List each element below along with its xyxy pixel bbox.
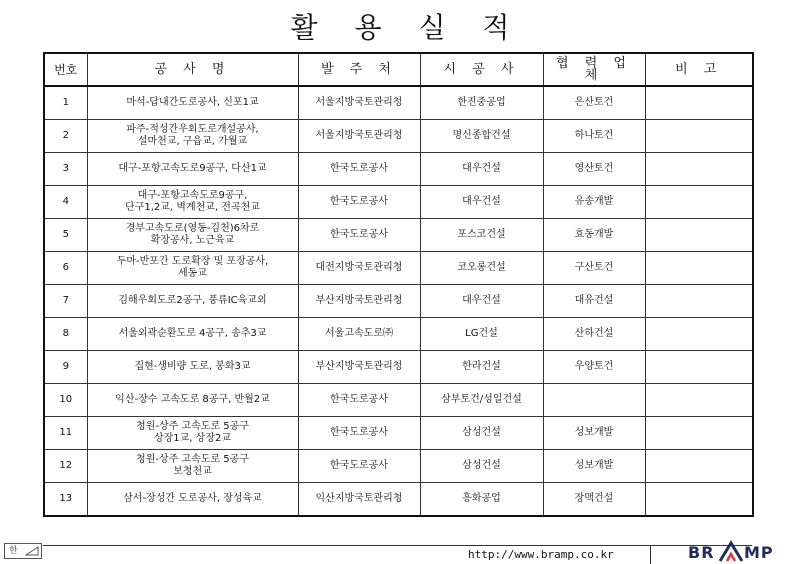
cell-project (87, 450, 298, 483)
table-row (44, 384, 753, 417)
project-line: 마석-답내간도로공사, 신포1교 (126, 97, 259, 108)
cell-project (87, 86, 298, 120)
url-divider (650, 545, 651, 564)
logo-text-left: BR (688, 543, 715, 562)
cell-note (645, 285, 753, 318)
project-line: 단구1,2교, 벽계천교, 전곡천교 (125, 202, 260, 213)
cell-client: 한국도로공사 (298, 384, 420, 417)
table-row (44, 417, 753, 450)
cell-note (645, 351, 753, 384)
cell-no: 10 (44, 384, 87, 417)
table-row (44, 285, 753, 318)
cell-client: 서울고속도로㈜ (298, 318, 420, 351)
cell-partner (543, 384, 645, 417)
cell-partner: 우양토건 (543, 351, 645, 384)
cell-client: 대전지방국토관리청 (298, 252, 420, 285)
cell-contractor: 삼성건설 (420, 417, 543, 450)
cell-note (645, 153, 753, 186)
project-line: 설마천교, 구읍교, 가월교 (137, 136, 248, 147)
project-line: 확장공사, 노근육교 (150, 235, 235, 246)
cell-no: 12 (44, 450, 87, 483)
cell-no: 7 (44, 285, 87, 318)
cell-client: 서울지방국토관리청 (298, 86, 420, 120)
cell-contractor: 한라건설 (420, 351, 543, 384)
cell-partner: 대유건설 (543, 285, 645, 318)
project-line: 삼서-장성간 도로공사, 장성육교 (123, 493, 262, 504)
cell-contractor: 대우건설 (420, 186, 543, 219)
cell-partner: 산하건설 (543, 318, 645, 351)
cell-no: 2 (44, 120, 87, 153)
cell-no: 13 (44, 483, 87, 517)
cell-client: 한국도로공사 (298, 153, 420, 186)
cell-partner: 효동개발 (543, 219, 645, 252)
page-corner-icon (25, 546, 39, 556)
company-url[interactable]: http://www.bramp.co.kr (468, 548, 614, 561)
cell-note (645, 219, 753, 252)
header-project: 공 사 명 (87, 53, 298, 86)
cell-contractor: 대우건설 (420, 285, 543, 318)
cell-partner: 유송개발 (543, 186, 645, 219)
cell-project (87, 186, 298, 219)
cell-client: 한국도로공사 (298, 219, 420, 252)
project-line: 세동교 (178, 268, 207, 279)
cell-note (645, 186, 753, 219)
cell-client: 서울지방국토관리청 (298, 120, 420, 153)
cell-note (645, 86, 753, 120)
cell-no: 11 (44, 417, 87, 450)
table-row (44, 351, 753, 384)
cell-project (87, 285, 298, 318)
table-row (44, 186, 753, 219)
header-contractor: 시 공 사 (420, 53, 543, 86)
header-no: 번호 (44, 53, 87, 86)
cell-partner: 성보개발 (543, 450, 645, 483)
cell-partner: 장맥건설 (543, 483, 645, 517)
cell-client: 익산지방국토관리청 (298, 483, 420, 517)
header-partner: 협 력 업 체 (543, 53, 645, 86)
cell-note (645, 483, 753, 517)
cell-project (87, 351, 298, 384)
corner-mark: 한 (9, 546, 18, 556)
table-row (44, 450, 753, 483)
table-header-row (44, 53, 753, 86)
company-logo (680, 540, 790, 562)
cell-note (645, 450, 753, 483)
project-line: 청원-상주 고속도로 5공구 (136, 421, 249, 432)
cell-contractor: 삼부토건/성일건설 (420, 384, 543, 417)
table-row (44, 252, 753, 285)
cell-partner: 은산토건 (543, 86, 645, 120)
cell-contractor: 삼성건설 (420, 450, 543, 483)
cell-note (645, 318, 753, 351)
project-line: 익산-장수 고속도로 8공구, 반월2교 (115, 394, 270, 405)
cell-project (87, 318, 298, 351)
cell-no: 9 (44, 351, 87, 384)
corner-icon (4, 543, 42, 559)
cell-contractor: LG건설 (420, 318, 543, 351)
project-line: 보청천교 (173, 466, 212, 477)
cell-partner: 영산토건 (543, 153, 645, 186)
table-row (44, 483, 753, 517)
cell-contractor: 한진중공업 (420, 86, 543, 120)
project-line: 집현-생비량 도로, 봉화3교 (134, 361, 251, 372)
cell-no: 8 (44, 318, 87, 351)
cell-client: 부산지방국토관리청 (298, 351, 420, 384)
cell-partner: 성보개발 (543, 417, 645, 450)
cell-contractor: 포스코건설 (420, 219, 543, 252)
cell-client: 한국도로공사 (298, 186, 420, 219)
cell-project (87, 219, 298, 252)
table-body (44, 86, 753, 516)
header-client: 발 주 처 (298, 53, 420, 86)
project-line: 서울외곽순환도로 4공구, 송추3교 (118, 328, 267, 339)
cell-client: 한국도로공사 (298, 450, 420, 483)
project-line: 두마-반포간 도로확장 및 포장공사, (116, 256, 269, 267)
project-line: 대구-포항고속도로9공구, (137, 190, 248, 201)
logo-arch-icon (718, 540, 744, 562)
cell-project (87, 483, 298, 517)
cell-note (645, 120, 753, 153)
cell-partner: 하나토건 (543, 120, 645, 153)
cell-contractor: 명신종합건설 (420, 120, 543, 153)
cell-no: 5 (44, 219, 87, 252)
table-row (44, 318, 753, 351)
cell-contractor: 대우건설 (420, 153, 543, 186)
cell-no: 1 (44, 86, 87, 120)
header-note: 비 고 (645, 53, 753, 86)
project-line: 상장1교, 상장2교 (153, 433, 232, 444)
project-line: 청원-상주 고속도로 5공구 (136, 454, 249, 465)
project-line: 경부고속도로(영동-김천)6차로 (125, 223, 260, 234)
footer-divider (43, 545, 752, 546)
cell-project (87, 153, 298, 186)
cell-client: 한국도로공사 (298, 417, 420, 450)
project-line: 파주-적성간우회도로개설공사, (126, 124, 259, 135)
cell-no: 6 (44, 252, 87, 285)
project-line: 김해우회도로2공구, 풍류IC육교외 (118, 295, 267, 306)
page-title: 활 용 실 적 (290, 11, 524, 44)
cell-project (87, 384, 298, 417)
cell-project (87, 417, 298, 450)
cell-contractor: 흥화공업 (420, 483, 543, 517)
cell-no: 3 (44, 153, 87, 186)
cell-project (87, 120, 298, 153)
logo-text-right: MP (744, 543, 774, 562)
cell-note (645, 252, 753, 285)
cell-note (645, 417, 753, 450)
cell-no: 4 (44, 186, 87, 219)
cell-note (645, 384, 753, 417)
cell-contractor: 코오롱건설 (420, 252, 543, 285)
cell-project (87, 252, 298, 285)
performance-table (43, 52, 754, 517)
project-line: 대구-포항고속도로9공구, 다산1교 (118, 163, 267, 174)
table-row (44, 120, 753, 153)
cell-client: 부산지방국토관리청 (298, 285, 420, 318)
cell-partner: 구산토건 (543, 252, 645, 285)
table-row (44, 86, 753, 120)
table-row (44, 219, 753, 252)
table-row (44, 153, 753, 186)
